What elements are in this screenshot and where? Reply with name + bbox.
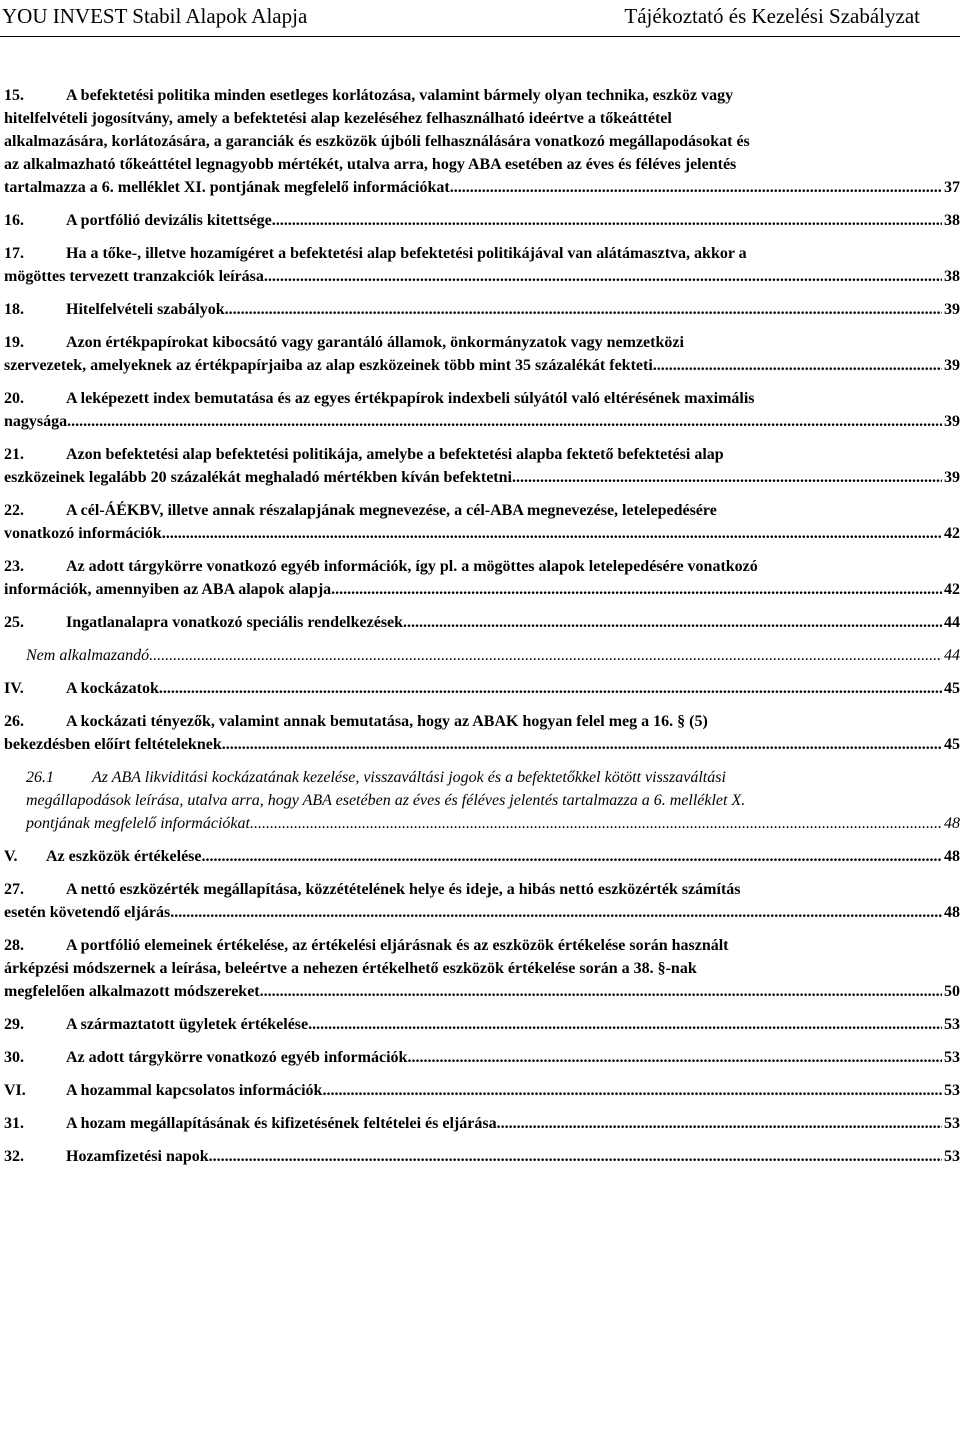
toc-entry-text: megállapodások leírása, utalva arra, hogy ABA esetében az éves és féléves jelentés tartalmazza a 6. melléklet X. xyxy=(26,792,746,809)
toc-entry-text: A kockázatok xyxy=(66,680,159,697)
toc-entry-text: A cél-ÁÉKBV, illetve annak részalapjának megnevezése, a cél-ABA megnevezése, letelepedésére xyxy=(66,502,717,519)
toc-entry-line xyxy=(4,265,960,288)
dot-leader xyxy=(272,209,942,232)
toc-entry-text: információk, amennyiben az ABA alapok alapja xyxy=(4,581,332,598)
toc-entry[interactable] xyxy=(4,644,960,667)
toc-entry-text: alkalmazására, korlátozására, a garanciák és eszközök újbóli felhasználására vonatkozó megállapodásokat és xyxy=(4,133,750,150)
dot-leader xyxy=(170,901,942,924)
toc-entry-text: Hozamfizetési napok xyxy=(66,1148,209,1165)
toc-entry-text: Nem alkalmazandó. xyxy=(26,647,154,664)
toc-entry-text: A leképezett index bemutatása és az egyes értékpapírok indexbeli súlyától való eltérésének maximális xyxy=(66,390,755,407)
toc-entry-line xyxy=(26,766,960,789)
toc-entry-text: Az adott tárgykörre vonatkozó egyéb információk xyxy=(66,1049,408,1066)
toc-entry-text: A hozammal kapcsolatos információk xyxy=(66,1082,323,1099)
toc-entry[interactable] xyxy=(4,710,960,756)
toc-page-number: 38 xyxy=(944,212,960,229)
toc-entry-text: A portfólió devizális kitettsége xyxy=(66,212,272,229)
toc-entry-text: tartalmazza a 6. melléklet XI. pontjának megfelelő információkat xyxy=(4,179,450,196)
toc-entry-text: nagysága xyxy=(4,413,68,430)
toc-entry-number: 32. xyxy=(4,1148,24,1165)
toc-entry[interactable] xyxy=(4,766,960,835)
toc-entry-line xyxy=(4,980,960,1003)
toc-entry-line xyxy=(4,331,960,354)
toc-entry-number: V. xyxy=(4,848,18,865)
toc-entry[interactable] xyxy=(4,443,960,489)
table-of-contents xyxy=(4,84,960,1178)
toc-entry-line xyxy=(4,107,960,130)
toc-entry-text: A portfólió elemeinek értékelése, az értékelési eljárásnak és az eszközök értékelése során használt xyxy=(66,937,729,954)
toc-entry-line xyxy=(4,555,960,578)
dot-leader xyxy=(450,176,942,199)
toc-page-number: 44 xyxy=(944,614,960,631)
toc-entry[interactable] xyxy=(4,387,960,433)
toc-entry[interactable] xyxy=(4,1145,960,1168)
toc-entry-line xyxy=(4,298,960,321)
dot-leader xyxy=(250,812,942,835)
toc-entry-text: mögöttes tervezett tranzakciók leírása xyxy=(4,268,264,285)
dot-leader xyxy=(331,578,942,601)
toc-entry-line xyxy=(4,242,960,265)
dot-leader xyxy=(512,466,942,489)
toc-page-number: 39 xyxy=(944,469,960,486)
dot-leader xyxy=(264,265,942,288)
dot-leader xyxy=(497,1112,942,1135)
toc-page-number: 37 xyxy=(944,179,960,196)
toc-entry-number: 17. xyxy=(4,245,24,262)
dot-leader xyxy=(162,522,942,545)
toc-page-number: 45 xyxy=(944,680,960,697)
toc-entry-line xyxy=(4,901,960,924)
toc-entry[interactable] xyxy=(4,878,960,924)
dot-leader xyxy=(153,644,942,667)
dot-leader xyxy=(653,354,942,377)
toc-entry-text: Azon értékpapírokat kibocsátó vagy garantáló államok, önkormányzatok vagy nemzetközi xyxy=(66,334,684,351)
toc-entry-number: 22. xyxy=(4,502,24,519)
toc-entry[interactable] xyxy=(4,298,960,321)
toc-page-number: 42 xyxy=(944,525,960,542)
toc-entry-line xyxy=(4,130,960,153)
toc-entry-number: 20. xyxy=(4,390,24,407)
toc-entry[interactable] xyxy=(4,611,960,634)
toc-entry-line xyxy=(4,176,960,199)
document-title: YOU INVEST Stabil Alapok Alapja xyxy=(2,4,308,28)
toc-entry-number: 27. xyxy=(4,881,24,898)
toc-entry-line xyxy=(4,410,960,433)
toc-entry-text: szervezetek, amelyeknek az értékpapírjaiba az alap eszközeinek több mint 35 százalékát fekteti xyxy=(4,357,653,374)
toc-entry-line xyxy=(4,387,960,410)
toc-entry-line xyxy=(4,611,960,634)
toc-entry-line xyxy=(4,957,960,980)
toc-entry-number: 18. xyxy=(4,301,24,318)
toc-entry-line xyxy=(4,578,960,601)
toc-entry[interactable] xyxy=(4,499,960,545)
toc-entry-text: A származtatott ügyletek értékelése xyxy=(66,1016,309,1033)
toc-entry-text: árképzési módszernek a leírása, beleértve a nehezen értékelhető eszközök értékelése során a 38. §-nak xyxy=(4,960,697,977)
toc-entry-line xyxy=(4,934,960,957)
toc-page-number: 39 xyxy=(944,301,960,318)
toc-entry[interactable] xyxy=(4,209,960,232)
toc-entry-number: 16. xyxy=(4,212,24,229)
dot-leader xyxy=(67,410,942,433)
page-header xyxy=(0,0,960,37)
toc-entry[interactable] xyxy=(4,242,960,288)
toc-entry-line xyxy=(4,1112,960,1135)
toc-entry[interactable] xyxy=(4,84,960,199)
toc-entry-text: A kockázati tényezők, valamint annak bemutatása, hogy az ABAK hogyan felel meg a 16. § (5) xyxy=(66,713,708,730)
toc-entry-text: Az adott tárgykörre vonatkozó egyéb információk, így pl. a mögöttes alapok letelepedésére vonatkozó xyxy=(66,558,758,575)
toc-entry-text: A nettó eszközérték megállapítása, közzétételének helye és ideje, a hibás nettó eszközérték számítás xyxy=(66,881,741,898)
toc-entry-line xyxy=(4,1013,960,1036)
toc-entry-text: esetén követendő eljárás xyxy=(4,904,171,921)
toc-page-number: 53 xyxy=(944,1082,960,1099)
dot-leader xyxy=(260,980,942,1003)
dot-leader xyxy=(202,845,943,868)
toc-entry-text: A hozam megállapításának és kifizetésének feltételei és eljárása xyxy=(66,1115,497,1132)
toc-entry[interactable] xyxy=(4,845,960,868)
dot-leader xyxy=(222,733,942,756)
toc-entry-number: 15. xyxy=(4,87,24,104)
dot-leader xyxy=(209,1145,942,1168)
toc-entry[interactable] xyxy=(4,934,960,1003)
toc-page-number: 39 xyxy=(944,413,960,430)
toc-entry-text: vonatkozó információk xyxy=(4,525,162,542)
toc-entry-line xyxy=(26,644,960,667)
toc-entry[interactable] xyxy=(4,1046,960,1069)
toc-entry-text: A befektetési politika minden esetleges korlátozása, valamint bármely olyan technika, eszköz vagy xyxy=(66,87,734,104)
toc-entry-line xyxy=(4,354,960,377)
toc-entry-line xyxy=(26,789,960,812)
toc-entry-line xyxy=(4,153,960,176)
toc-entry-number: 23. xyxy=(4,558,24,575)
toc-entry-number: VI. xyxy=(4,1082,26,1099)
toc-entry-line xyxy=(4,845,960,868)
toc-entry-number: 19. xyxy=(4,334,24,351)
toc-entry[interactable] xyxy=(4,677,960,700)
toc-entry[interactable] xyxy=(4,1112,960,1135)
toc-entry-text: az alkalmazható tőkeáttétel legnagyobb mértékét, utalva arra, hogy ABA esetében az éves és féléves jelentés xyxy=(4,156,737,173)
toc-entry-number: 26.1 xyxy=(26,769,54,786)
toc-page-number: 53 xyxy=(944,1049,960,1066)
toc-page-number: 50 xyxy=(944,983,960,1000)
toc-entry-text: megfelelően alkalmazott módszereket xyxy=(4,983,260,1000)
toc-entry-line xyxy=(4,84,960,107)
toc-entry-text: eszközeinek legalább 20 százalékát meghaladó mértékben kíván befektetni xyxy=(4,469,512,486)
toc-entry-line xyxy=(4,209,960,232)
toc-entry-text: bekezdésben előírt feltételeknek xyxy=(4,736,222,753)
toc-page-number: 42 xyxy=(944,581,960,598)
toc-page-number: 53 xyxy=(944,1016,960,1033)
dot-leader xyxy=(159,677,942,700)
toc-entry-number: 30. xyxy=(4,1049,24,1066)
toc-entry-line xyxy=(4,1046,960,1069)
toc-entry-line xyxy=(4,499,960,522)
toc-entry-number: IV. xyxy=(4,680,24,697)
toc-entry-line xyxy=(4,443,960,466)
toc-page-number: 48 xyxy=(944,848,960,865)
toc-entry-line xyxy=(4,1145,960,1168)
dot-leader xyxy=(322,1079,942,1102)
toc-page-number: 45 xyxy=(944,736,960,753)
dot-leader xyxy=(407,1046,942,1069)
toc-entry[interactable] xyxy=(4,1079,960,1102)
dot-leader xyxy=(308,1013,942,1036)
toc-entry-text: hitelfelvételi jogosítvány, amely a befektetési alap kezeléséhez felhasználható ideértve a tőkeáttétel xyxy=(4,110,672,127)
dot-leader xyxy=(225,298,942,321)
toc-entry[interactable] xyxy=(4,555,960,601)
toc-entry-text: Azon befektetési alap befektetési politikája, amelybe a befektetési alapba fektető befektetési alap xyxy=(66,446,724,463)
toc-entry-line xyxy=(4,466,960,489)
toc-entry-text: Az ABA likviditási kockázatának kezelése, visszaváltási jogok és a befektetőkkel kötött visszaváltási xyxy=(92,769,726,786)
toc-entry-text: Ingatlanalapra vonatkozó speciális rendelkezések xyxy=(66,614,404,631)
toc-entry-number: 29. xyxy=(4,1016,24,1033)
toc-entry[interactable] xyxy=(4,1013,960,1036)
toc-entry-text: Ha a tőke-, illetve hozamígéret a befektetési alap befektetési politikájával van alátámasztva, akkor a xyxy=(66,245,747,262)
toc-entry[interactable] xyxy=(4,331,960,377)
toc-entry-number: 25. xyxy=(4,614,24,631)
toc-page-number: 38 xyxy=(944,268,960,285)
toc-entry-text: Az eszközök értékelése xyxy=(46,848,202,865)
toc-entry-line xyxy=(26,812,960,835)
toc-entry-number: 28. xyxy=(4,937,24,954)
toc-entry-line xyxy=(4,677,960,700)
toc-entry-text: Hitelfelvételi szabályok xyxy=(66,301,225,318)
toc-entry-number: 26. xyxy=(4,713,24,730)
toc-entry-line xyxy=(4,710,960,733)
toc-entry-line xyxy=(4,733,960,756)
toc-entry-text: pontjának megfelelő információkat xyxy=(26,815,250,832)
toc-page-number: 53 xyxy=(944,1115,960,1132)
toc-entry-number: 31. xyxy=(4,1115,24,1132)
toc-entry-line xyxy=(4,1079,960,1102)
toc-page-number: 44 xyxy=(944,647,960,664)
toc-entry-line xyxy=(4,522,960,545)
toc-page-number: 53 xyxy=(944,1148,960,1165)
document-subtitle: Tájékoztató és Kezelési Szabályzat xyxy=(624,4,920,28)
toc-page-number: 48 xyxy=(944,815,960,832)
toc-page-number: 39 xyxy=(944,357,960,374)
dot-leader xyxy=(403,611,942,634)
toc-entry-line xyxy=(4,878,960,901)
toc-page-number: 48 xyxy=(944,904,960,921)
toc-entry-number: 21. xyxy=(4,446,24,463)
